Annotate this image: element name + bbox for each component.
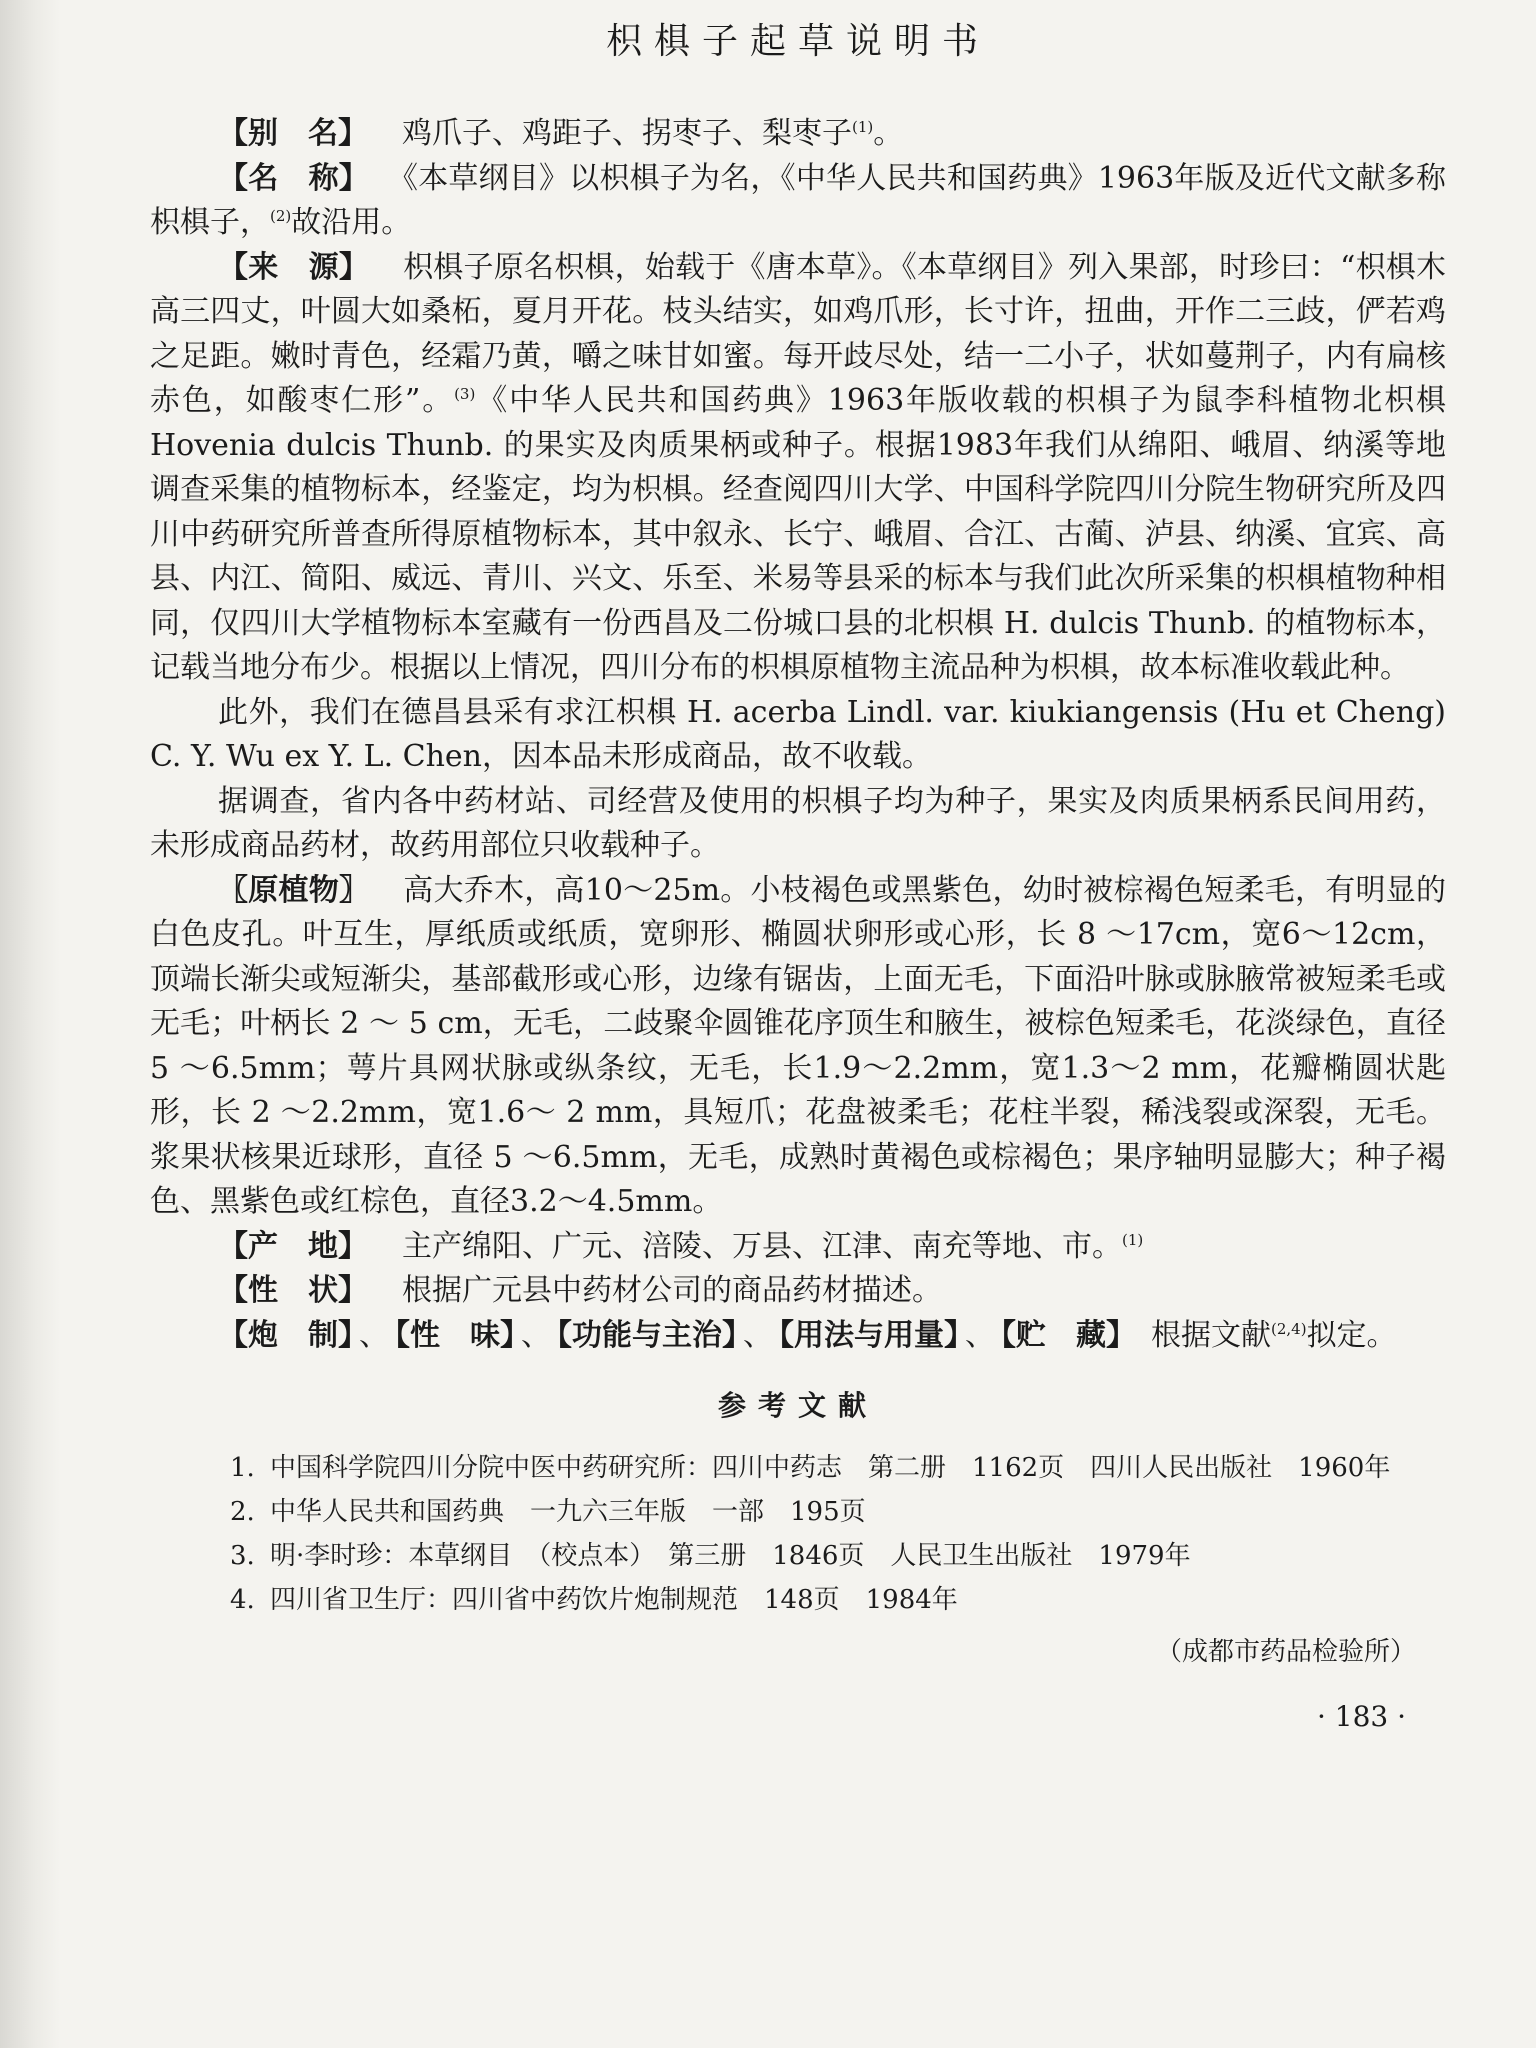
label-separator: 、 <box>521 1317 551 1353</box>
plant-paragraph <box>150 869 1446 1225</box>
name-ref: (2) <box>270 207 292 225</box>
label-separator: 、 <box>359 1317 389 1353</box>
usage-label: 【用法与用量】 <box>779 1317 959 1353</box>
origin-ref: (1) <box>1122 1230 1144 1249</box>
origin-label: 【产 地】 <box>218 1228 368 1264</box>
processing-text-1: 根据文献 <box>1151 1317 1271 1353</box>
storage-label: 【贮 藏】 <box>1001 1317 1121 1353</box>
name-label: 【名 称】 <box>218 160 370 196</box>
label-separator: 、 <box>965 1317 995 1353</box>
reference-item <box>230 1490 1446 1534</box>
reference-item <box>230 1534 1446 1578</box>
reference-text: 中国科学院四川分院中医中药研究所：四川中药志 第二册 1162页 四川人民出版社 1960年 <box>270 1453 1391 1483</box>
page-number: · 183 · <box>1316 1700 1406 1733</box>
reference-number: 3. <box>230 1541 255 1571</box>
document-body <box>150 20 1446 1733</box>
alias-ref: (1) <box>852 118 874 136</box>
survey-paragraph: 据调查，省内各中药材站、司经营及使用的枳椇子均为种子，果实及肉质果柄系民间用药，未形成商品药材，故药用部位只收载种子。 <box>150 783 1446 863</box>
name-text-2: 故沿用。 <box>291 205 412 240</box>
plant-text: 高大乔木，高10～25m。小枝褐色或黑紫色，幼时被棕褐色短柔毛，有明显的白色皮孔。叶互生，厚纸质或纸质，宽卵形、椭圆状卵形或心形，长 8 ～17cm，宽6～12cm，顶端长渐尖或短渐尖，基部截形或心形，边缘有锯齿，上面无毛，下面沿叶脉或脉腋常被短柔毛或无毛；叶柄长 2 ～ 5 cm，无毛，二歧聚伞圆锥花序顶生和腋生，被棕色短柔毛，花淡绿色，直径 5 ～6.5mm；萼片具网状脉或纵条纹，无毛，长1.9～2.2mm，宽1.3～2 mm，花瓣椭圆状匙形，长 2 ～2.2mm，宽1.6～ 2 mm，具短爪；花盘被柔毛；花柱半裂，稀浅裂或深裂，无毛。浆果状核果近球形，直径 5 ～6.5mm，无毛，成熟时黄褐色或棕褐色；果序轴明显膨大；种子褐色、黑紫色或红棕色，直径3.2～4.5mm。 <box>150 872 1447 1219</box>
reference-text: 四川省卫生厅：四川省中药饮片炮制规范 148页 1984年 <box>270 1585 958 1615</box>
source-organization: （成都市药品检验所） <box>1155 1637 1416 1667</box>
processing-text-2: 拟定。 <box>1306 1317 1397 1353</box>
document-title: 枳椇子起草说明书 <box>605 21 990 62</box>
function-label: 【功能与主治】 <box>557 1317 737 1353</box>
reference-text: 中华人民共和国药典 一九六三年版 一部 195页 <box>270 1497 866 1527</box>
references-title: 参考文献 <box>717 1389 878 1422</box>
reference-item <box>230 1446 1446 1490</box>
alias-text: 鸡爪子、鸡距子、拐枣子、梨枣子 <box>402 116 852 151</box>
label-separator: 、 <box>743 1317 773 1353</box>
processing-label: 【炮 制】 <box>218 1317 353 1353</box>
source-text-1: 枳椇子原名枳椇，始载于《唐本草》。《本草纲目》列入果部，时珍曰：“枳椇木高三四丈，叶圆大如桑柘，夏月开花。枝头结实，如鸡爪形，长寸许，扭曲，开作二三歧，俨若鸡之足距。嫩时青色，经霜乃黄，嚼之味甘如蜜。每开歧尽处，结一二小子，状如蔓荆子，内有扁核赤色，如酸枣仁形”。 <box>150 249 1447 418</box>
character-paragraph <box>150 1269 1446 1314</box>
character-text: 根据广元县中药材公司的商品药材描述。 <box>402 1273 942 1308</box>
alias-paragraph <box>150 112 1446 157</box>
kiukiang-paragraph: 此外，我们在德昌县采有求江枳椇 H. acerba Lindl. var. kiukiangensis (Hu et Cheng) C. Y. Wu ex Y. L. Chen，因本品未形成商品，故不收载。 <box>150 694 1446 774</box>
references-list <box>150 1446 1446 1622</box>
origin-paragraph <box>150 1225 1446 1270</box>
source-label: 【来 源】 <box>218 249 370 285</box>
page-edge-shadow <box>0 0 60 2048</box>
source-paragraph <box>150 246 1446 691</box>
plant-label: 〖原植物〗 <box>218 872 370 908</box>
reference-text: 明·李时珍：本草纲目 （校点本） 第三册 1846页 人民卫生出版社 1979年 <box>270 1541 1191 1571</box>
processing-ref: (2,4) <box>1271 1319 1307 1338</box>
reference-number: 4. <box>230 1585 255 1615</box>
character-label: 【性 状】 <box>218 1273 368 1308</box>
alias-end: 。 <box>873 116 904 151</box>
alias-label: 【别 名】 <box>218 116 368 151</box>
name-text-1: 《本草纲目》以枳椇子为名，《中华人民共和国药典》1963年版及近代文献多称枳椇子， <box>150 160 1446 240</box>
reference-number: 1. <box>230 1453 255 1483</box>
name-paragraph <box>150 157 1446 246</box>
source-ref: (3) <box>454 385 476 403</box>
taste-label: 【性 味】 <box>395 1317 515 1353</box>
source-text-2: 《中华人民共和国药典》1963年版收载的枳椇子为鼠李科植物北枳椇Hovenia dulcis Thunb. 的果实及肉质果柄或种子。根据1983年我们从绵阳、峨眉、纳溪等地调查采集的植物标本，经鉴定，均为枳椇。经查阅四川大学、中国科学院四川分院生物研究所及四川中药研究所普查所得原植物标本，其中叙永、长宁、峨眉、合江、古蔺、泸县、纳溪、宜宾、高县、内江、简阳、威远、青川、兴文、乐至、米易等县采的标本与我们此次所采集的枳椇植物种相同，仅四川大学植物标本室藏有一份西昌及二份城口县的北枳椇 H. dulcis Thunb. 的植物标本，记载当地分布少。根据以上情况，四川分布的枳椇原植物主流品种为枳椇，故本标准收载此种。 <box>150 383 1446 685</box>
reference-number: 2. <box>230 1497 255 1527</box>
processing-paragraph <box>150 1314 1446 1359</box>
reference-item <box>230 1578 1446 1622</box>
origin-text: 主产绵阳、广元、涪陵、万县、江津、南充等地、市。 <box>402 1228 1122 1264</box>
